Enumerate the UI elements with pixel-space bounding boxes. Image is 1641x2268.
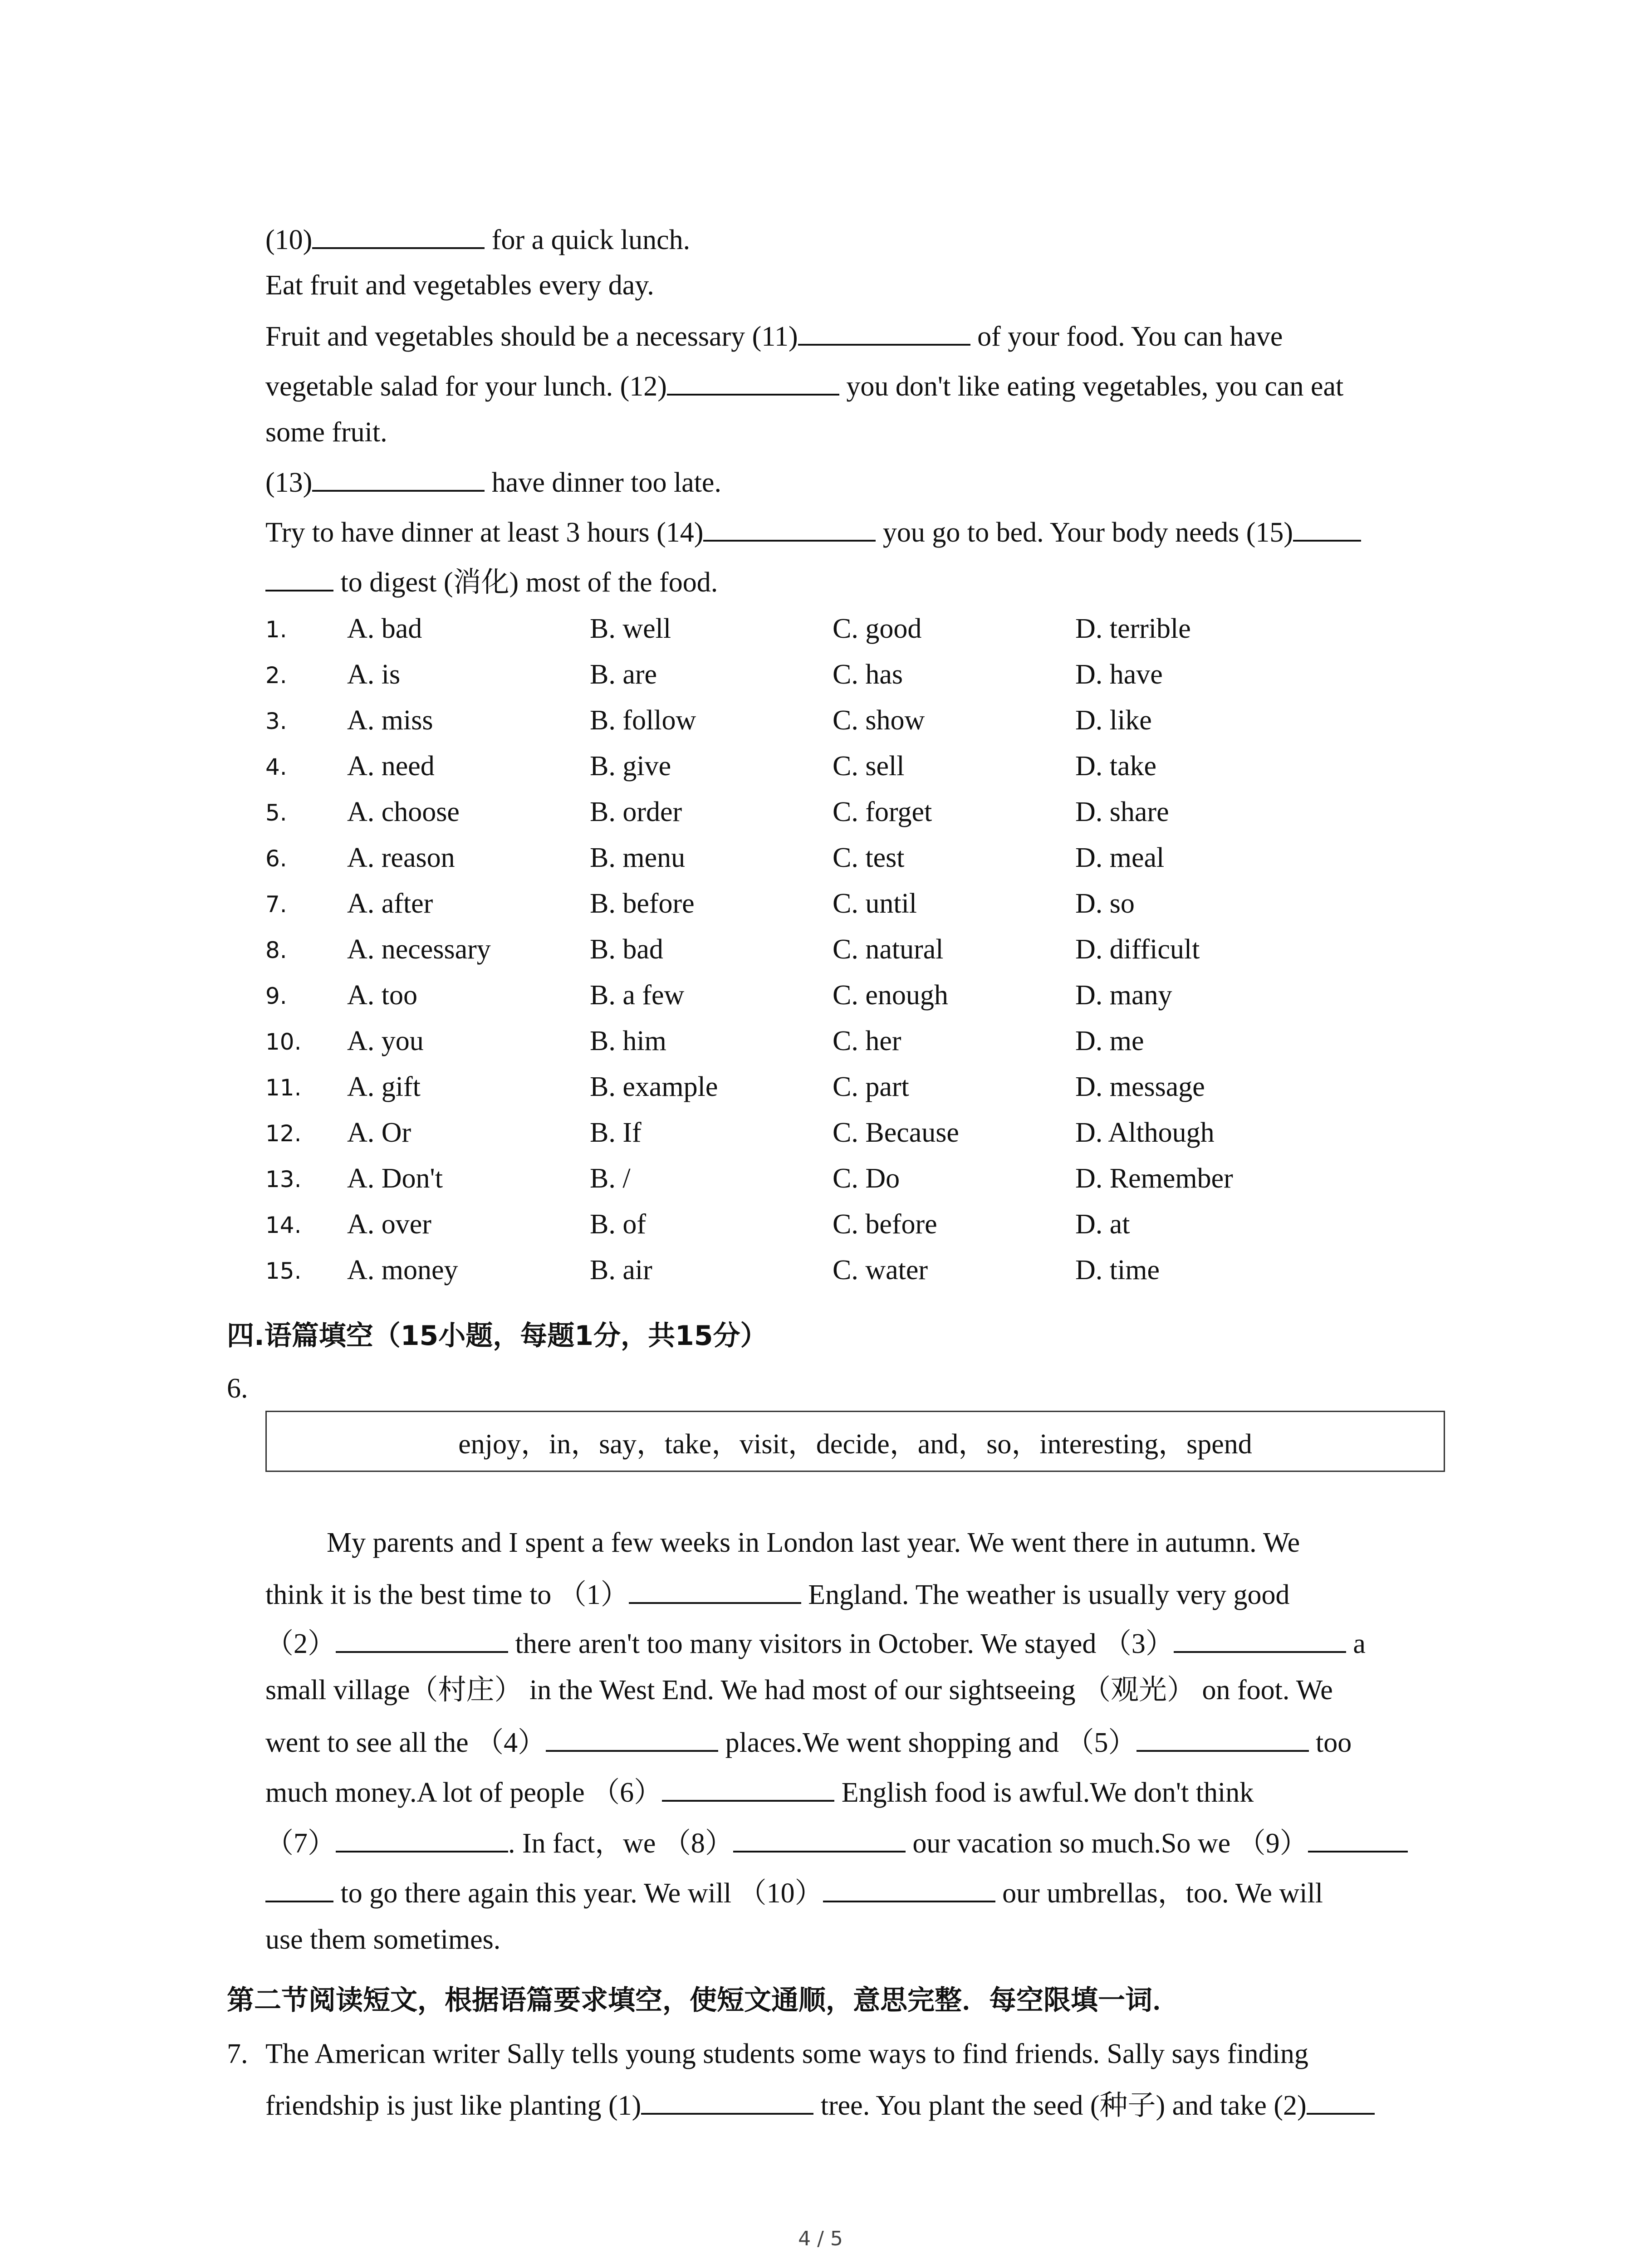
option-c[interactable]: C. water: [833, 1255, 928, 1286]
passage-line: [265, 2090, 1375, 2120]
text: My parents and I spent a few weeks in London last year. We went there in autumn. We: [327, 1527, 1300, 1558]
text: you don't like eating vegetables, you can eat: [839, 371, 1344, 402]
answer-blank[interactable]: [1308, 1828, 1408, 1853]
section-heading: 四.语篇填空（15小题，每题1分，共15分）: [227, 1320, 768, 1352]
answer-blank[interactable]: [703, 517, 876, 542]
option-a[interactable]: A. after: [347, 888, 433, 919]
passage-line: [265, 1676, 1333, 1704]
text: Fruit and vegetables should be a necessary (11): [265, 321, 798, 352]
answer-blank[interactable]: [733, 1828, 906, 1853]
passage-line: [265, 517, 1361, 547]
answer-blank[interactable]: [312, 225, 485, 249]
passage-line: [265, 321, 1283, 351]
answer-blank[interactable]: [546, 1727, 718, 1752]
option-a[interactable]: A. is: [347, 659, 401, 690]
text: The American writer Sally tells young students some ways to find friends. Sally says finding: [265, 2038, 1308, 2069]
section-heading: 第二节阅读短文，根据语篇要求填空，使短文通顺，意思完整．每空限填一词．: [227, 1984, 1180, 2016]
option-a[interactable]: A. reason: [347, 842, 455, 873]
text: English food is awful.We don't think: [834, 1777, 1254, 1808]
option-number: 14.: [265, 1212, 302, 1238]
option-a[interactable]: A. over: [347, 1209, 431, 1240]
text: England. The weather is usually very good: [801, 1579, 1290, 1610]
answer-blank[interactable]: [641, 2090, 813, 2115]
passage-line: [265, 1628, 1366, 1658]
text: (13): [265, 467, 313, 498]
text: use them sometimes.: [265, 1924, 501, 1955]
option-a[interactable]: A. Or: [347, 1117, 411, 1148]
option-number: 1.: [265, 616, 287, 643]
option-c[interactable]: C. enough: [833, 980, 948, 1011]
option-c[interactable]: C. good: [833, 613, 922, 644]
question-number: 6.: [227, 1373, 248, 1404]
option-b[interactable]: B. example: [590, 1071, 718, 1102]
passage-line: [265, 418, 387, 446]
option-b[interactable]: B. bad: [590, 934, 663, 965]
passage-line: [265, 567, 718, 596]
option-c[interactable]: C. until: [833, 888, 917, 919]
option-number: 6.: [265, 846, 287, 872]
text: too: [1308, 1727, 1352, 1758]
option-c[interactable]: C. part: [833, 1071, 909, 1102]
option-b[interactable]: B. menu: [590, 842, 686, 873]
option-number: 8.: [265, 937, 287, 963]
option-d[interactable]: D. like: [1075, 705, 1152, 736]
option-number: 12.: [265, 1120, 302, 1147]
option-number: 5.: [265, 800, 287, 826]
option-number: 2.: [265, 662, 287, 689]
answer-blank[interactable]: [336, 1628, 508, 1653]
option-b[interactable]: B. follow: [590, 705, 696, 736]
passage-line: [265, 467, 721, 497]
option-c[interactable]: C. before: [833, 1209, 937, 1240]
option-c[interactable]: C. test: [833, 842, 905, 873]
option-b[interactable]: B. of: [590, 1209, 646, 1240]
answer-blank[interactable]: [798, 321, 970, 346]
text: much money.A lot of people （6）: [265, 1777, 662, 1808]
answer-blank[interactable]: [265, 567, 333, 591]
option-b[interactable]: B. him: [590, 1026, 666, 1056]
text: have dinner too late.: [485, 467, 721, 498]
passage-line: [265, 2040, 1308, 2068]
option-a[interactable]: A. miss: [347, 705, 433, 736]
text: tree. You plant the seed (种子) and take (2): [813, 2090, 1307, 2121]
passage-line: [265, 1727, 1352, 1757]
passage-line: [265, 371, 1343, 401]
option-d[interactable]: D. at: [1075, 1209, 1130, 1240]
option-d[interactable]: D. many: [1075, 980, 1172, 1011]
text: for a quick lunch.: [485, 225, 691, 255]
text: vegetable salad for your lunch. (12): [265, 371, 667, 402]
option-c[interactable]: C. Do: [833, 1163, 900, 1194]
option-d[interactable]: D. Although: [1075, 1117, 1215, 1148]
option-a[interactable]: A. necessary: [347, 934, 491, 965]
passage-line: [265, 225, 690, 254]
text: small village（村庄） in the West End. We had most of our sightseeing （观光） on foot. We: [265, 1675, 1333, 1706]
option-d[interactable]: D. message: [1075, 1071, 1205, 1102]
passage-line: [265, 1878, 1323, 1907]
option-d[interactable]: D. Remember: [1075, 1163, 1233, 1194]
text: a: [1346, 1628, 1366, 1659]
text: our vacation so much.So we （9）: [905, 1828, 1308, 1859]
answer-blank[interactable]: [1307, 2090, 1375, 2115]
text: you go to bed. Your body needs (15): [876, 517, 1293, 548]
passage-line: [265, 1777, 1254, 1807]
option-b[interactable]: B. are: [590, 659, 657, 690]
option-b[interactable]: B. well: [590, 613, 671, 644]
text: (10): [265, 225, 313, 255]
answer-blank[interactable]: [265, 1878, 333, 1902]
text: . In fact，we （8）: [508, 1828, 733, 1859]
question-number: 7.: [227, 2038, 248, 2069]
text: （7）: [265, 1828, 336, 1859]
text: （2）: [265, 1628, 336, 1659]
answer-blank[interactable]: [312, 467, 485, 492]
passage-line: [265, 271, 654, 299]
passage-line: [265, 1926, 500, 1954]
answer-blank[interactable]: [667, 371, 839, 396]
word-bank-box: [265, 1411, 1445, 1472]
answer-blank[interactable]: [629, 1579, 801, 1604]
option-c[interactable]: C. sell: [833, 751, 905, 782]
text: some fruit.: [265, 417, 387, 448]
option-a[interactable]: A. you: [347, 1026, 424, 1056]
text: of your food. You can have: [970, 321, 1283, 352]
passage-line: [265, 1828, 1408, 1857]
option-d[interactable]: D. meal: [1075, 842, 1165, 873]
passage-line: [327, 1529, 1300, 1557]
option-b[interactable]: B. /: [590, 1163, 631, 1194]
answer-blank[interactable]: [662, 1777, 834, 1802]
text: there aren't too many visitors in October. We stayed （3）: [508, 1628, 1174, 1659]
option-number: 11.: [265, 1075, 302, 1101]
option-b[interactable]: B. order: [590, 797, 682, 827]
option-c[interactable]: C. has: [833, 659, 903, 690]
text: to go there again this year. We will （10）: [333, 1878, 823, 1909]
option-b[interactable]: B. give: [590, 751, 671, 782]
text: places.We went shopping and （5）: [718, 1727, 1136, 1758]
option-c[interactable]: C. natural: [833, 934, 944, 965]
answer-blank[interactable]: [1293, 517, 1361, 542]
text: think it is the best time to （1）: [265, 1579, 629, 1610]
option-number: 3.: [265, 708, 287, 734]
answer-blank[interactable]: [1174, 1628, 1346, 1653]
option-a[interactable]: A. too: [347, 980, 417, 1011]
passage-line: [265, 1579, 1290, 1609]
answer-blank[interactable]: [336, 1828, 508, 1853]
option-number: 13.: [265, 1166, 302, 1193]
answer-blank[interactable]: [1136, 1727, 1309, 1752]
text: Eat fruit and vegetables every day.: [265, 270, 654, 301]
option-c[interactable]: C. forget: [833, 797, 932, 827]
option-a[interactable]: A. money: [347, 1255, 458, 1286]
word-bank: enjoy，in，say，take，visit，decide，and，so，interesting，spend: [458, 1429, 1252, 1460]
option-d[interactable]: D. me: [1075, 1026, 1144, 1056]
option-d[interactable]: D. time: [1075, 1255, 1160, 1286]
text: our umbrellas，too. We will: [995, 1878, 1323, 1909]
option-number: 4.: [265, 754, 287, 780]
option-b[interactable]: B. air: [590, 1255, 652, 1286]
option-d[interactable]: D. difficult: [1075, 934, 1200, 965]
option-d[interactable]: D. have: [1075, 659, 1163, 690]
option-c[interactable]: C. her: [833, 1026, 901, 1056]
option-d[interactable]: D. terrible: [1075, 613, 1191, 644]
option-a[interactable]: A. bad: [347, 613, 422, 644]
option-a[interactable]: A. Don't: [347, 1163, 443, 1194]
option-b[interactable]: B. a few: [590, 980, 685, 1011]
text: Try to have dinner at least 3 hours (14): [265, 517, 704, 548]
option-b[interactable]: B. If: [590, 1117, 642, 1148]
text: to digest (消化) most of the food.: [333, 567, 718, 598]
option-a[interactable]: A. need: [347, 751, 435, 782]
answer-blank[interactable]: [823, 1878, 995, 1902]
option-a[interactable]: A. gift: [347, 1071, 421, 1102]
option-c[interactable]: C. Because: [833, 1117, 959, 1148]
option-d[interactable]: D. share: [1075, 797, 1169, 827]
option-d[interactable]: D. so: [1075, 888, 1135, 919]
option-a[interactable]: A. choose: [347, 797, 460, 827]
option-b[interactable]: B. before: [590, 888, 695, 919]
option-c[interactable]: C. show: [833, 705, 925, 736]
option-number: 15.: [265, 1258, 302, 1284]
text: went to see all the （4）: [265, 1727, 546, 1758]
option-number: 7.: [265, 891, 287, 918]
option-d[interactable]: D. take: [1075, 751, 1157, 782]
option-number: 9.: [265, 983, 287, 1009]
text: friendship is just like planting (1): [265, 2090, 642, 2121]
option-number: 10.: [265, 1029, 302, 1055]
page-number: 4 / 5: [798, 2227, 843, 2250]
